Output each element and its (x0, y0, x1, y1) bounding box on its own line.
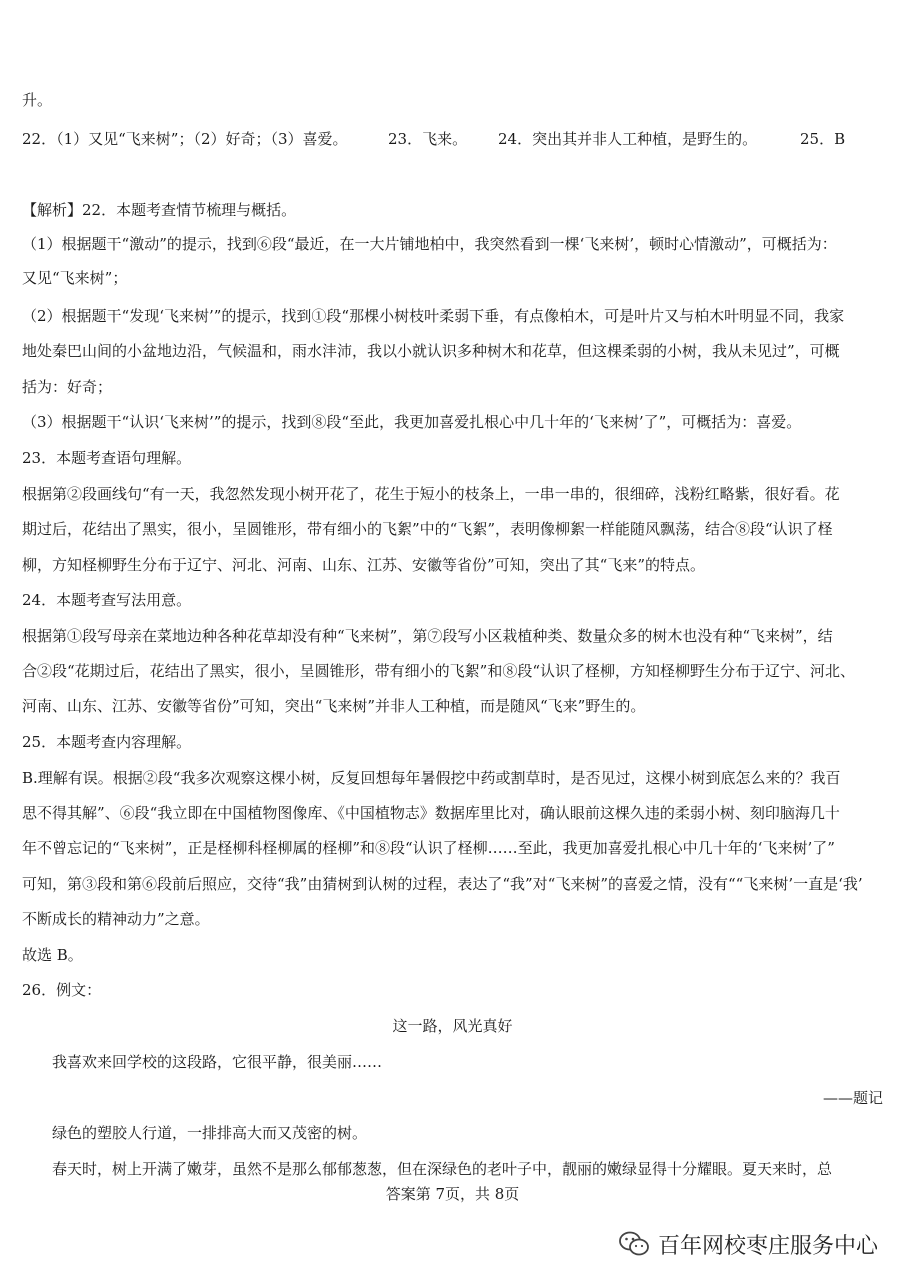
text-line: 期过后，花结出了黑实，很小，呈圆锥形，带有细小的飞絮”中的“飞絮”，表明像柳絮一样能随风飘荡，结合⑧段“认识了柽 (22, 520, 833, 538)
text-line: 根据第①段写母亲在菜地边种各种花草却没有种“飞来树”，第⑦段写小区栽植种类、数量众多的树木也没有种“飞来树”，结 (22, 627, 833, 645)
answer-25: 25．B (800, 130, 846, 148)
text-line: 不断成长的精神动力”之意。 (22, 910, 210, 928)
text-line: 升。 (22, 91, 53, 109)
text-line: 柳，方知柽柳野生分布于辽宁、河北、河南、山东、江苏、安徽等省份”可知，突出了其“飞来”的特点。 (22, 556, 706, 574)
essay-paragraph: 春天时，树上开满了嫩芽，虽然不是那么郁郁葱葱，但在深绿色的老叶子中，靓丽的嫩绿显得十分耀眼。夏天来时，总 (52, 1160, 833, 1178)
answer-22: 22．（1）又见“飞来树”；（2）好奇；（3）喜爱。 (22, 130, 348, 148)
text-line: 根据第②段画线句“有一天，我忽然发现小树开花了，花生于短小的枝条上，一串一串的，很细碎，浅粉红略紫，很好看。花 (22, 485, 840, 503)
text-line: （2）根据题干“发现‘飞来树’”的提示，找到①段“那棵小树枝叶柔弱下垂，有点像柏木，可是叶片又与柏木叶明显不同，我家 (22, 307, 845, 325)
text-line: 河南、山东、江苏、安徽等省份”可知，突出“飞来树”并非人工种植，而是随风“飞来”野生的。 (22, 697, 646, 715)
text-line: B.理解有误。根据②段“我多次观察这棵小树，反复回想每年暑假挖中药或割草时，是否见过，这棵小树到底怎么来的？我百 (22, 769, 841, 787)
essay-epigraph-attribution: ——题记 (822, 1089, 883, 1107)
essay-epigraph: 我喜欢来回学校的这段路，它很平静，很美丽…… (52, 1053, 383, 1071)
text-line: 可知，第③段和第⑥段前后照应，交待“我”由猜树到认树的过程，表达了“我”对“飞来树”的喜爱之情，没有““飞来树’一直是‘我’ (22, 875, 863, 893)
text-line: （3）根据题干“认识‘飞来树’”的提示，找到⑧段“至此，我更加喜爱扎根心中几十年的‘飞来树’了”，可概括为：喜爱。 (22, 413, 802, 431)
text-line: 又见“飞来树”； (22, 269, 128, 287)
text-line: 思不得其解”、⑥段“我立即在中国植物图像库、《中国植物志》数据库里比对，确认眼前这棵久违的柔弱小树、刻印脑海几十 (22, 804, 840, 822)
essay-paragraph: 绿色的塑胶人行道，一排排高大而又茂密的树。 (52, 1124, 368, 1142)
watermark-text: 百年网校枣庄服务中心 (658, 1233, 879, 1259)
text-line: 年不曾忘记的“飞来树”，正是柽柳科柽柳属的柽柳”和⑧段“认识了柽柳……至此，我更加喜爱扎根心中几十年的‘飞来树’了” (22, 839, 835, 857)
text-line: 地处秦巴山间的小盆地边沿，气候温和，雨水沣沛，我以小就认识多种树木和花草，但这棵柔弱的小树，我从未见过”，可概 (22, 342, 840, 360)
text-line: （1）根据题干“激动”的提示，找到⑥段“最近，在一大片铺地柏中，我突然看到一棵‘飞来树’，顿时心情激动”，可概括为： (22, 235, 837, 253)
section-heading-24: 24．本题考查写法用意。 (22, 591, 192, 609)
text-line: 故选 B。 (22, 946, 83, 964)
section-heading-25: 25．本题考查内容理解。 (22, 733, 192, 751)
section-heading-23: 23．本题考查语句理解。 (22, 449, 192, 467)
section-heading-26: 26．例文： (22, 981, 102, 999)
wechat-icon (618, 1230, 650, 1258)
page-footer: 答案第 7页，共 8页 (385, 1185, 520, 1203)
analysis-heading: 【解析】22．本题考查情节梳理与概括。 (22, 201, 297, 219)
answer-23: 23．飞来。 (388, 130, 468, 148)
watermark (618, 1228, 878, 1260)
text-line: 括为：好奇； (22, 378, 113, 396)
essay-title: 这一路，风光真好 (392, 1017, 513, 1035)
text-line: 合②段“花期过后，花结出了黑实，很小，呈圆锥形，带有细小的飞絮”和⑧段“认识了柽柳，方知柽柳野生分布于辽宁、河北、 (22, 662, 856, 680)
answer-24: 24．突出其并非人工种植，是野生的。 (498, 130, 758, 148)
